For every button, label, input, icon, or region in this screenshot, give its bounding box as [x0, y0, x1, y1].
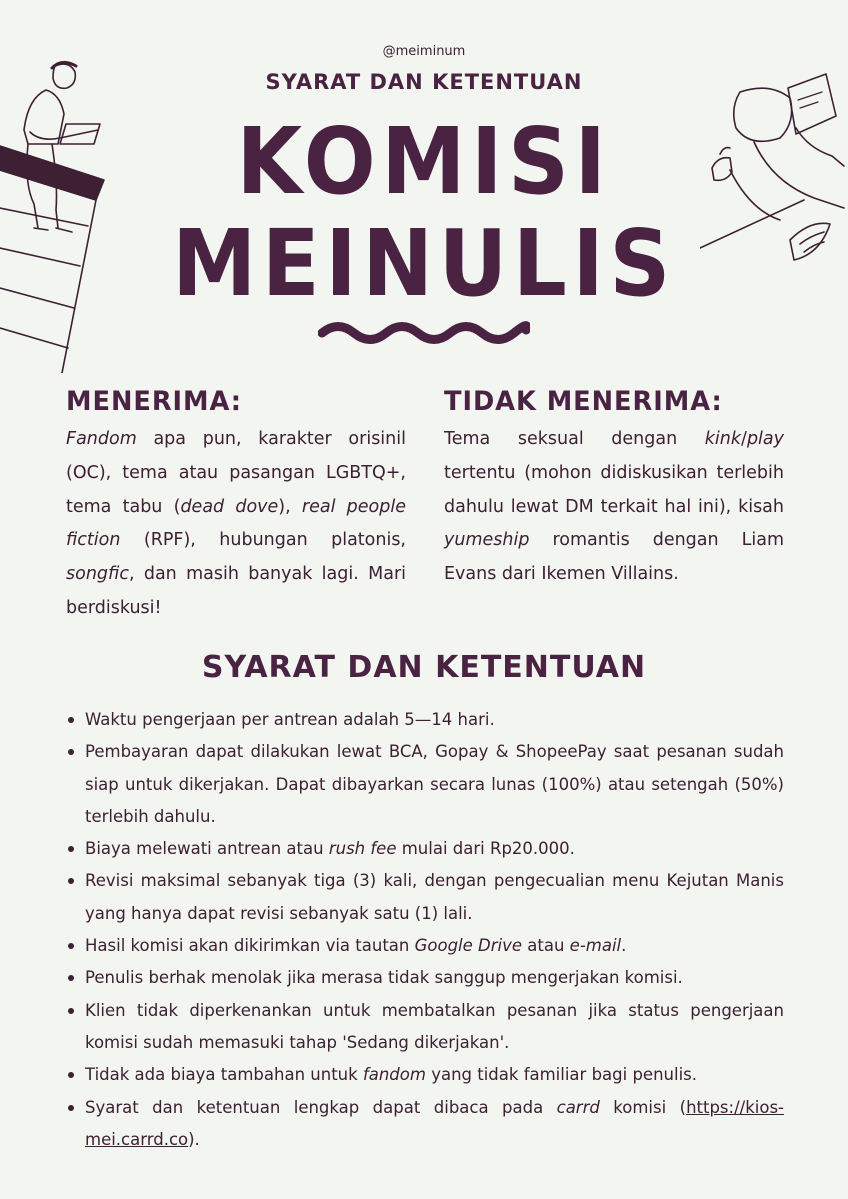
terms-item: Hasil komisi akan dikirimkan via tautan Google Drive atau e-mail. [66, 930, 784, 962]
terms-item: Biaya melewati antrean atau rush fee mulai dari Rp20.000. [66, 833, 784, 865]
rejected-themes-section [444, 386, 784, 592]
terms-item: Penulis berhak menolak jika merasa tidak sanggup mengerjakan komisi. [66, 962, 784, 994]
wave-divider [318, 318, 530, 348]
accepted-description: Fandom apa pun, karakter orisinil (OC), tema atau pasangan LGBTQ+, tema tabu (dead dove), real people fiction (RPF), hubungan platonis, songfic, dan masih banyak lagi. Mari berdiskusi! [66, 429, 406, 618]
accepted-heading: MENERIMA: [66, 386, 243, 417]
person-reading-illustration [700, 70, 848, 270]
terms-item: Waktu pengerjaan per antrean adalah 5—14 hari. [66, 704, 784, 736]
terms-item: Klien tidak diperkenankan untuk membatalkan pesanan jika status pengerjaan komisi sudah memasuki tahap 'Sedang dikerjakan'. [66, 995, 784, 1060]
accepted-themes-section [66, 386, 406, 626]
carrd-link[interactable]: https://kios-mei.carrd.co [85, 1097, 784, 1149]
page-title-line-2: MEINULIS [172, 210, 676, 317]
author-handle: @meiminum [382, 44, 466, 59]
terms-list [66, 704, 784, 1156]
page-subtitle: SYARAT DAN KETENTUAN [265, 70, 583, 94]
page-title-line-1: KOMISI [236, 108, 612, 215]
terms-heading: SYARAT DAN KETENTUAN [201, 650, 647, 685]
terms-item: Tidak ada biaya tambahan untuk fandom yang tidak familiar bagi penulis. [66, 1059, 784, 1091]
terms-item: Pembayaran dapat dilakukan lewat BCA, Gopay & ShopeePay saat pesanan sudah siap untuk dikerjakan. Dapat dibayarkan secara lunas (100%) atau setengah (50%) terlebih dahulu. [66, 736, 784, 833]
rejected-description: Tema seksual dengan kink/play tertentu (mohon didiskusikan terlebih dahulu lewat DM terkait hal ini), kisah yumeship romantis dengan Liam Evans dari Ikemen Villains. [444, 429, 784, 585]
terms-item: Revisi maksimal sebanyak tiga (3) kali, dengan pengecualian menu Kejutan Manis yang hanya dapat revisi sebanyak satu (1) lali. [66, 865, 784, 930]
person-with-laptop-illustration [0, 58, 125, 373]
rejected-heading: TIDAK MENERIMA: [444, 386, 723, 417]
terms-item: Syarat dan ketentuan lengkap dapat dibaca pada carrd komisi (https://kios-mei.carrd.co). [66, 1092, 784, 1157]
